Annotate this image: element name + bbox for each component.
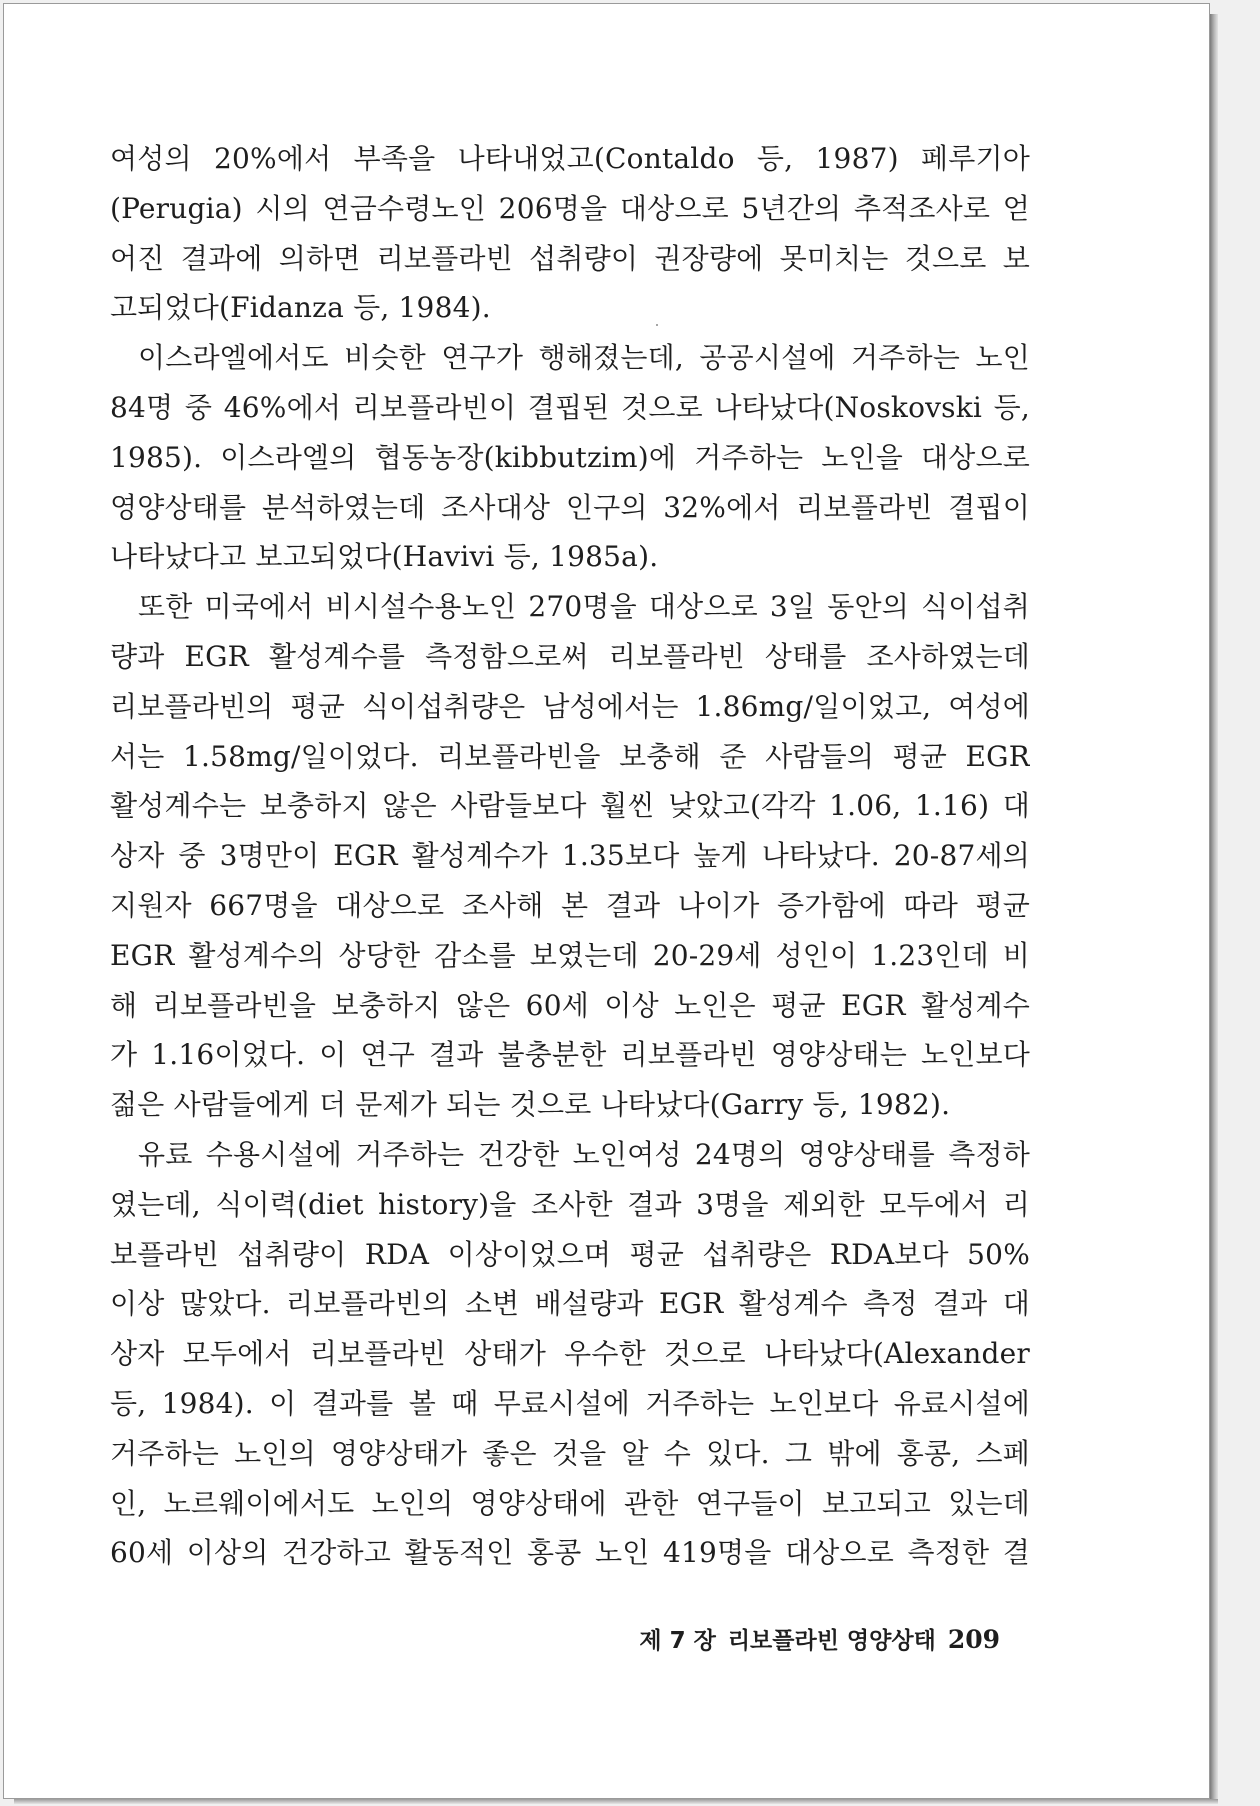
paragraph [110, 582, 1030, 1130]
text-line: 유료 수용시설에 거주하는 건강한 노인여성 24명의 영양상태를 측정하 [138, 1137, 1030, 1171]
text-line: (Perugia) 시의 연금수령노인 206명을 대상으로 5년간의 추적조사로 얻 [110, 191, 1030, 225]
text-line: 이스라엘에서도 비슷한 연구가 행해졌는데, 공공시설에 거주하는 노인 [138, 341, 1030, 375]
text-line: 어진 결과에 의하면 리보플라빈 섭취량이 권장량에 못미치는 것으로 보 [110, 241, 1030, 275]
text-line: 보플라빈 섭취량이 RDA 이상이었으며 평균 섭취량은 RDA보다 50% [110, 1237, 1030, 1271]
text-line: 리보플라빈의 평균 식이섭취량은 남성에서는 1.86mg/일이었고, 여성에 [110, 689, 1030, 723]
text-line: 영양상태를 분석하였는데 조사대상 인구의 32%에서 리보플라빈 결핍이 [110, 490, 1030, 524]
page-bottom-shadow [14, 1799, 1218, 1804]
text-line: 지원자 667명을 대상으로 조사해 본 결과 나이가 증가함에 따라 평균 [110, 888, 1030, 922]
text-line: 서는 1.58mg/일이었다. 리보플라빈을 보충해 준 사람들의 평균 EGR [110, 739, 1030, 773]
text-line: 60세 이상의 건강하고 활동적인 홍콩 노인 419명을 대상으로 측정한 결 [110, 1536, 1030, 1570]
text-line: 였는데, 식이력(diet history)을 조사한 결과 3명을 제외한 모두에서 리 [110, 1187, 1030, 1221]
text-line: 젊은 사람들에게 더 문제가 되는 것으로 나타났다(Garry 등, 1982). [110, 1088, 951, 1122]
text-line: 해 리보플라빈을 보충하지 않은 60세 이상 노인은 평균 EGR 활성계수 [110, 988, 1030, 1022]
text-line: 량과 EGR 활성계수를 측정함으로써 리보플라빈 상태를 조사하였는데 [110, 639, 1030, 673]
text-line: 나타났다고 보고되었다(Havivi 등, 1985a). [110, 540, 659, 574]
text-line: 또한 미국에서 비시설수용노인 270명을 대상으로 3일 동안의 식이섭취 [138, 590, 1030, 624]
page-edge-shadow [1209, 14, 1218, 1802]
text-line: 인, 노르웨이에서도 노인의 영양상태에 관한 연구들이 보고되고 있는데 [110, 1486, 1030, 1520]
page-body-text [110, 134, 1030, 1578]
text-line: 활성계수는 보충하지 않은 사람들보다 훨씬 낮았고(각각 1.06, 1.16) 대 [110, 789, 1030, 823]
text-line: 거주하는 노인의 영양상태가 좋은 것을 알 수 있다. 그 밖에 홍콩, 스페 [110, 1436, 1030, 1470]
paragraph [110, 333, 1030, 582]
footer-chapter: 제 7 장 [639, 1628, 716, 1654]
text-line: 84명 중 46%에서 리보플라빈이 결핍된 것으로 나타났다(Noskovski 등, [110, 390, 1030, 424]
text-line: 고되었다(Fidanza 등, 1984). [110, 291, 491, 325]
running-footer [600, 1620, 1000, 1660]
page-number: 209 [947, 1625, 1000, 1654]
text-line: 가 1.16이었다. 이 연구 결과 불충분한 리보플라빈 영양상태는 노인보다 [110, 1038, 1030, 1072]
text-line: 여성의 20%에서 부족을 나타내었고(Contaldo 등, 1987) 페루기아 [110, 142, 1030, 175]
text-line: 등, 1984). 이 결과를 볼 때 무료시설에 거주하는 노인보다 유료시설에 [110, 1386, 1030, 1420]
text-line: 1985). 이스라엘의 협동농장(kibbutzim)에 거주하는 노인을 대상으로 [110, 440, 1030, 474]
paragraph [110, 134, 1030, 333]
paragraph [110, 1130, 1030, 1578]
text-line: EGR 활성계수의 상당한 감소를 보였는데 20-29세 성인이 1.23인데 비 [110, 938, 1030, 972]
footer-title: 리보플라빈 영양상태 [727, 1628, 936, 1654]
text-line: 이상 많았다. 리보플라빈의 소변 배설량과 EGR 활성계수 측정 결과 대 [110, 1287, 1030, 1321]
text-line: 상자 중 3명만이 EGR 활성계수가 1.35보다 높게 나타났다. 20-87세의 [110, 839, 1030, 873]
text-line: 상자 모두에서 리보플라빈 상태가 우수한 것으로 나타났다(Alexander [110, 1337, 1030, 1371]
